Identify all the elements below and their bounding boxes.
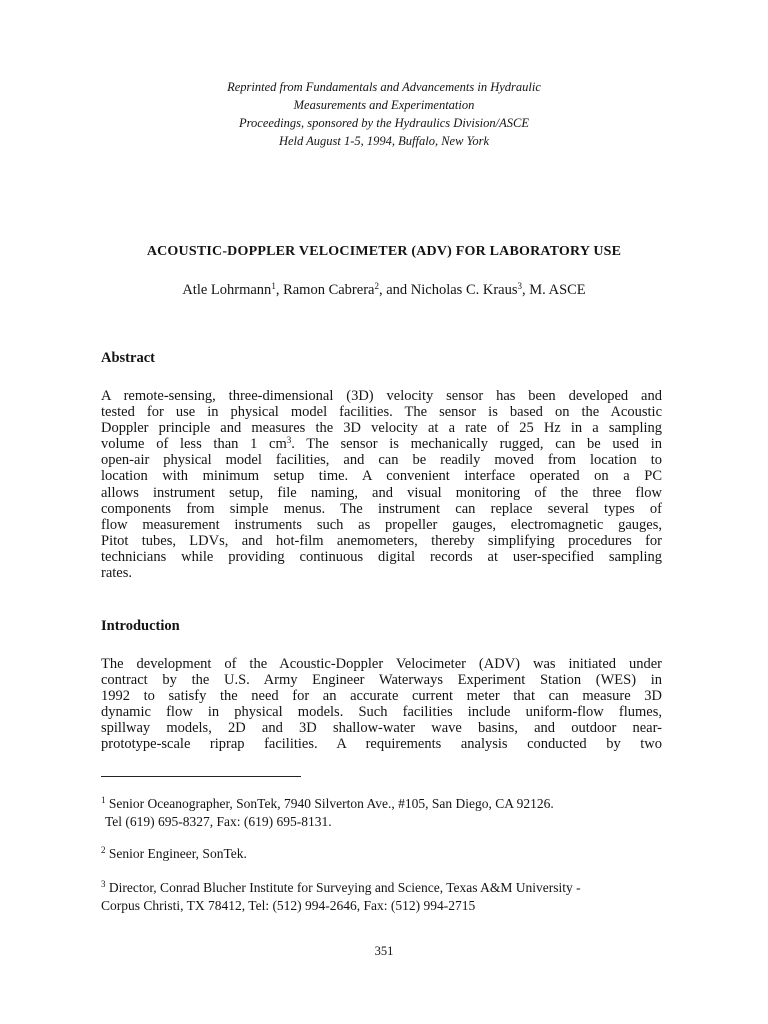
- footnote-text: Senior Oceanographer, SonTek, 7940 Silverton Ave., #105, San Diego, CA 92126.: [108, 796, 554, 811]
- abstract-line: allows instrument setup, file naming, and visual monitoring of the three flow: [101, 484, 662, 501]
- author-separator: ,: [275, 282, 284, 298]
- author-affiliation-mark: 3: [517, 281, 522, 291]
- author-affiliation-mark: 1: [271, 281, 276, 291]
- footnote-3: [101, 879, 581, 915]
- introduction-line: prototype-scale riprap facilities. A requirements analysis conducted by two: [101, 736, 662, 753]
- abstract-line: rates.: [101, 565, 132, 582]
- abstract-body: [101, 388, 662, 581]
- introduction-line: dynamic flow in physical models. Such facilities include uniform-flow flumes,: [101, 704, 662, 721]
- reprint-line: Proceedings, sponsored by the Hydraulics Division/ASCE: [238, 116, 529, 130]
- abstract-heading: Abstract: [101, 350, 155, 366]
- paper-title: ACOUSTIC-DOPPLER VELOCIMETER (ADV) FOR LABORATORY USE: [146, 244, 622, 259]
- abstract-line: A remote-sensing, three-dimensional (3D) velocity sensor has been developed and: [101, 388, 662, 404]
- author-name: Nicholas C. Kraus: [410, 282, 518, 298]
- abstract-line: technicians while providing continuous digital records at user-specified sampling: [101, 548, 662, 565]
- footnote-1: [101, 795, 554, 831]
- footnote-line: [101, 845, 247, 863]
- author-name: Atle Lohrmann: [182, 282, 272, 298]
- author-affiliation-mark: 2: [374, 281, 379, 291]
- footnote-line: Tel (619) 695-8327, Fax: (619) 695-8131.: [105, 814, 332, 829]
- footnote-line: Corpus Christi, TX 78412, Tel: (512) 994-2646, Fax: (512) 994-2715: [101, 898, 476, 913]
- footnote-line: [101, 879, 581, 897]
- abstract-line-text: volume of less than 1 cm: [101, 436, 287, 453]
- footnote-line: [101, 795, 554, 813]
- reprint-line: Reprinted from Fundamentals and Advancements in Hydraulic: [227, 80, 541, 94]
- abstract-line: components from simple menus. The instrument can replace several types of: [101, 500, 662, 517]
- footnote-divider: [101, 776, 301, 777]
- abstract-line: Doppler principle and measures the 3D velocity at a rate of 25 Hz in a sampling: [101, 420, 662, 437]
- author-separator: , M. ASCE: [522, 282, 586, 298]
- reprint-line: Held August 1-5, 1994, Buffalo, New York: [278, 134, 490, 148]
- introduction-line: contract by the U.S. Army Engineer Waterways Experiment Station (WES) in: [101, 672, 662, 689]
- abstract-line: tested for use in physical model facilities. The sensor is based on the Acoustic: [101, 404, 662, 421]
- page-number: 351: [374, 944, 394, 958]
- introduction-line: The development of the Acoustic-Doppler Velocimeter (ADV) was initiated under: [101, 656, 662, 672]
- unit-superscript: 3: [286, 435, 292, 446]
- author-name: Ramon Cabrera: [283, 282, 375, 298]
- introduction-heading: Introduction: [101, 618, 180, 634]
- footnote-text: Director, Conrad Blucher Institute for Surveying and Science, Texas A&M University -: [108, 880, 581, 895]
- footnote-2: [101, 845, 247, 863]
- footnote-mark: 2: [101, 845, 106, 855]
- footnote-mark: 1: [101, 795, 106, 805]
- author-separator: , and: [378, 282, 411, 298]
- abstract-line: [101, 436, 662, 452]
- abstract-line-text: . The sensor is mechanically rugged, can be used in: [291, 436, 662, 453]
- abstract-line: flow measurement instruments such as propeller gauges, electromagnetic gauges,: [101, 516, 662, 533]
- introduction-line: 1992 to satisfy the need for an accurate current meter that can measure 3D: [101, 688, 662, 705]
- reprint-note: [0, 78, 768, 150]
- footnote-mark: 3: [101, 879, 106, 889]
- abstract-line: open-air physical model facilities, and can be readily moved from location to: [101, 452, 662, 469]
- introduction-line: spillway models, 2D and 3D shallow-water wave basins, and outdoor near-: [101, 720, 662, 737]
- abstract-line: location with minimum setup time. A convenient interface operated on a PC: [101, 468, 662, 485]
- footnote-text: Senior Engineer, SonTek.: [108, 846, 247, 861]
- author-list: [0, 282, 768, 299]
- abstract-line: Pitot tubes, LDVs, and hot-film anemometers, thereby simplifying procedures for: [101, 532, 662, 549]
- reprint-line: Measurements and Experimentation: [293, 98, 475, 112]
- introduction-body: [101, 656, 662, 753]
